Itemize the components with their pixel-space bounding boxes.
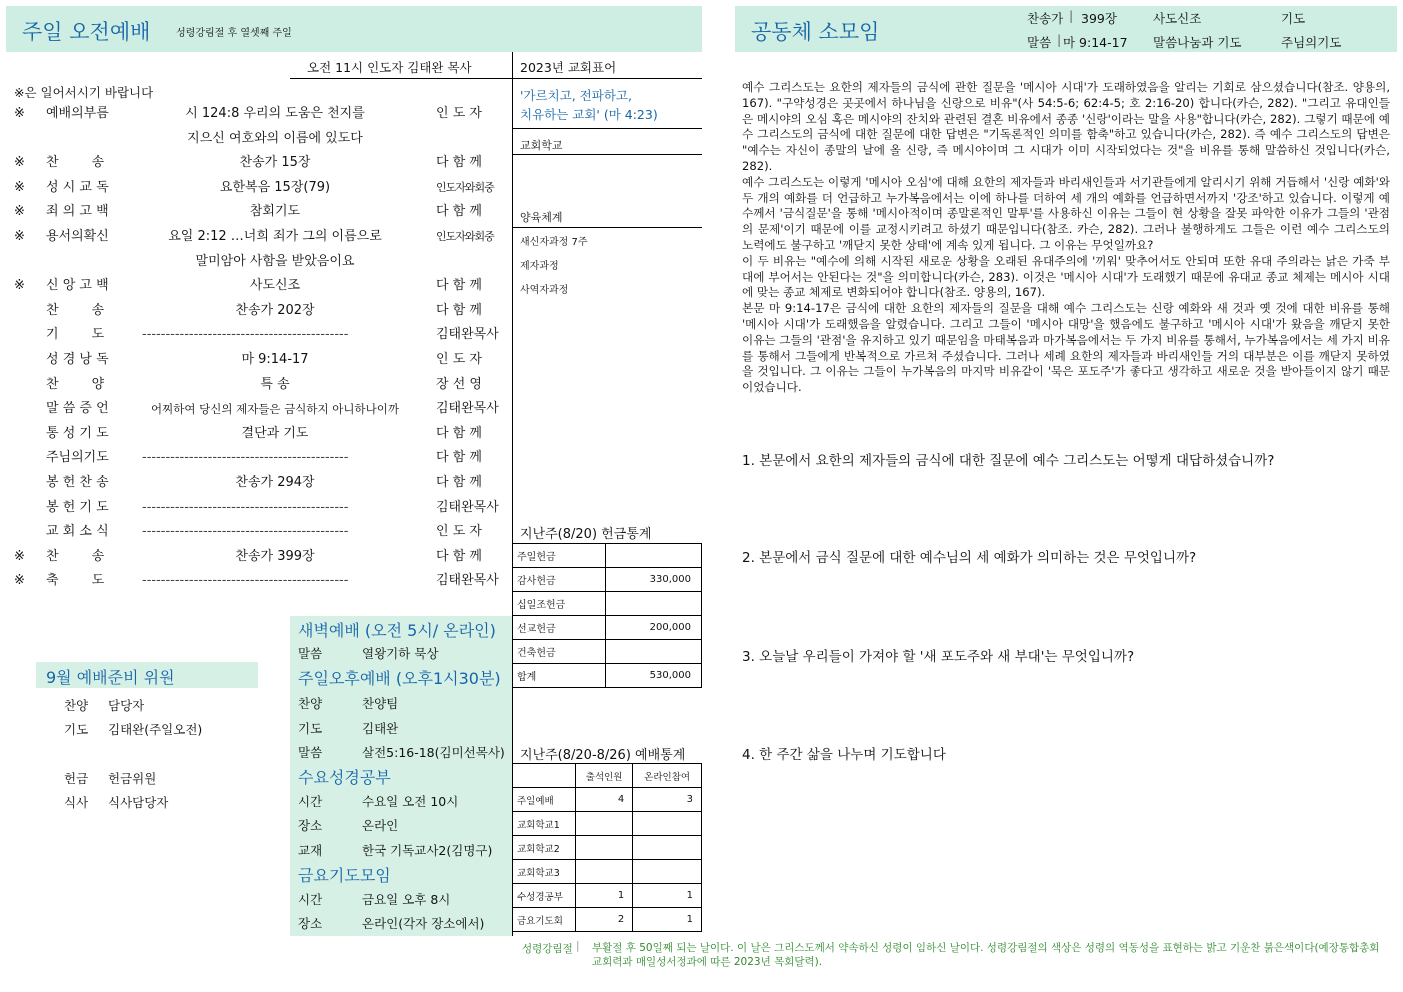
motto-line-2: 치유하는 교회' (마 4:23) — [520, 107, 658, 122]
prep-person: 담당자 — [108, 698, 145, 713]
attendance-value: 3 — [633, 788, 702, 812]
offering-amount — [606, 592, 702, 616]
order-item-name: 성 경 낭 독 — [46, 352, 109, 367]
order-item-name: 통 성 기 도 — [46, 425, 109, 441]
edu-item: 새신자과정 7주 — [520, 237, 588, 248]
hymn-label: 찬송가 — [1027, 11, 1064, 26]
order-item-name: 죄 의 고 백 — [46, 204, 109, 220]
sermon-paragraph: 본문 마 9:14-17은 금식에 대한 요한의 제자들의 질문을 대해 예수 그리스도는 신랑 예화와 새 것과 옛 것에 대한 비유를 통해 '메시아 시대'가 도래했음을 알렸습니다. 그리고 그들이 '메시아 대망'을 했음에도 불구하고 '메시아 시대'가 왔음을 깨닫지 못한 이유는 그들의 '관점'을 유지하고 있기 때문임을 마태복음과 마가복음에서는 두 가지 비유를 통해서, 누가복음에서는 세 가지 비유를 통해서 그들에게 반복적으로 가르쳐 주셨습니다. 그러나 세례 요한의 제자들과 바리새인들 거의 대부분은 이를 깨닫지 못하였을 것입니다. 그 이유는 그들이 누가복음의 마지막 비유같이 '묵은 포도주'가 좋다고 생각하고 새로운 것을 받아들이지 않기 때문이었습니다. — [742, 301, 1390, 395]
wed-label: 장소 — [298, 818, 323, 833]
order-item-leader: 다 함 께 — [436, 425, 482, 441]
order-row — [0, 422, 512, 446]
afternoon-label: 찬양 — [298, 696, 323, 711]
share: 말씀나눔과 기도 — [1153, 35, 1242, 50]
attendance-name: 교회학교1 — [513, 812, 576, 836]
order-item-leader: 장 선 영 — [436, 376, 482, 392]
order-item-name: 찬 송 — [46, 302, 105, 318]
word-divider: | — [1057, 32, 1062, 47]
order-item-content: -------------------------------------------- — [142, 450, 349, 466]
order-item-leader: 김태완목사 — [436, 327, 499, 343]
edu-item: 사역자과정 — [520, 285, 569, 296]
order-row — [0, 225, 512, 249]
edu-label: 양육체계 — [520, 211, 563, 224]
order-item-leader: 다 함 께 — [436, 302, 482, 318]
afternoon-label: 말씀 — [298, 745, 323, 760]
order-item-leader: 인도자와회중 — [436, 180, 494, 194]
question-4: 4. 한 주간 삶을 나누며 기도합니다 — [742, 747, 946, 763]
attendance-header: 온라인참여 — [633, 764, 702, 788]
afternoon-service-title: 주일오후예배 (오후1시30분) — [298, 669, 501, 688]
attendance-value: 1 — [633, 908, 702, 932]
motto-label: 2023년 교회표어 — [520, 60, 617, 75]
footer-label: 성령강림절 — [522, 943, 573, 955]
order-item-leader: 김태완목사 — [436, 401, 499, 417]
attendance-row — [513, 908, 702, 932]
afternoon-label: 기도 — [298, 721, 323, 736]
order-row — [0, 127, 512, 151]
order-item-name: 기 도 — [46, 327, 105, 343]
left-header — [6, 6, 702, 52]
standing-mark: ※ — [14, 229, 25, 244]
page-title: 주일 오전예배 — [22, 20, 151, 44]
order-item-name: 찬 양 — [46, 376, 105, 392]
sermon-paragraph: 이 두 비유는 "예수에 의해 시작된 새로운 상황을 오래된 유대주의에 '끼워' 맞추어서도 안되며 또한 유대 주의라는 낡은 가죽 부대에 부어서는 안된다는 것"을 의미합니다(카슨, 283). 이것은 '메시아 시대'가 도래했기 때문에 유대교 종교 체제는 메시아 시대에 맞는 종교 체제로 변화되어야 합니다(참조. 양용의, 167). — [742, 253, 1390, 300]
offering-amount — [606, 640, 702, 664]
offering-name: 건축헌금 — [513, 640, 606, 664]
order-item-content: -------------------------------------------- — [142, 327, 349, 343]
prep-person: 김태완(주일오전) — [108, 722, 203, 737]
attendance-header-row — [513, 764, 702, 788]
right-header — [735, 6, 1397, 52]
order-item-name: 봉 헌 찬 송 — [46, 475, 109, 490]
order-item-name: 찬 송 — [46, 548, 105, 564]
offering-amount: 200,000 — [606, 616, 702, 640]
dawn-word: 열왕기하 묵상 — [362, 646, 439, 661]
offering-table — [512, 543, 702, 688]
order-item-name: 찬 송 — [46, 155, 105, 171]
attendance-name: 교회학교3 — [513, 860, 576, 884]
order-row — [0, 496, 512, 520]
standing-mark: ※ — [14, 106, 25, 121]
prep-role: 헌금 — [64, 771, 89, 786]
order-item-content: 찬송가 202장 — [235, 302, 315, 318]
order-item-content: 찬송가 294장 — [235, 475, 315, 490]
prep-role: 찬양 — [64, 698, 89, 713]
order-item-content: 참회기도 — [249, 204, 301, 220]
order-item-name: 축 도 — [46, 573, 105, 589]
footer-divider: | — [576, 940, 580, 952]
question-1: 1. 본문에서 요한의 제자들의 금식에 대한 질문에 예수 그리스도는 어떻게 대답하셨습니까? — [742, 453, 1275, 469]
order-item-leader: 다 함 께 — [436, 278, 482, 294]
attendance-value — [576, 836, 633, 860]
word-passage: 마 9:14-17 — [1063, 35, 1128, 50]
wednesday-title: 수요성경공부 — [298, 768, 391, 787]
sermon-paragraph: 예수 그리스도는 요한의 제자들의 금식에 관한 질문을 '메시아 시대'가 도래하였음을 알리는 기회로 삼으셨습니다(참조. 양용의, 167). "구약성경은 곳곳에서 하나님을 신랑으로 비유"(사 54:5-6; 62:4-5; 호 2:16-20) 합니다(카슨, 282). "그리고 유대인들은 메시야의 오심 혹은 메시야의 잔치와 관련된 결혼 비유에서 종종 '신랑'이라는 말을 사용"합니다(카슨, 282). 그렇기 때문에 예수 그리스도의 금식에 대한 질문에 대한 답변은 "기독론적인 의미를 함축"하고 있습니다(카슨, 282). 즉 예수 그리스도의 답변은 "예수는 자신이 종말의 날에 올 신랑, 즉 메시야이며 그 시대가 이미 시작되었다는 것"을 비유를 통해 말씀하신 것입니다(카슨, 282). — [742, 80, 1390, 173]
order-item-leader: 인 도 자 — [436, 106, 482, 121]
order-row — [0, 373, 512, 397]
prep-title-bar — [36, 662, 258, 688]
attendance-header: 출석인원 — [576, 764, 633, 788]
order-item-content: 요일 2:12 …너희 죄가 그의 이름으로 — [168, 229, 382, 244]
order-item-content: 말미암아 사함을 받았음이요 — [195, 253, 355, 269]
order-row — [0, 250, 512, 274]
order-item-leader: 인도자와회중 — [436, 230, 494, 243]
attendance-name: 수성경공부 — [513, 884, 576, 908]
attendance-name: 주일예배 — [513, 788, 576, 812]
wed-label: 시간 — [298, 794, 323, 809]
right-title: 공동체 소모임 — [751, 20, 880, 44]
standing-mark: ※ — [14, 155, 25, 171]
attendance-value — [633, 860, 702, 884]
order-item-leader: 다 함 께 — [436, 475, 482, 490]
hymn-divider: | — [1069, 8, 1074, 23]
fri-label: 장소 — [298, 916, 323, 931]
sermon-paragraph: 예수 그리스도는 이렇게 '메시아 오심'에 대해 요한의 제자들과 바리새인들과 서기관들에게 알리시기 위해 거듭해서 '신랑 예화'와 두 개의 예화를 더 언급하고 누가복음에서는 이에 하나를 더하여 세 개의 예화를 언급하면서까지 '강조'하고 있습니다. 이렇게 예수께서 '금식질문'을 통해 '메시아적이며 종말론적인 말투'를 사용하신 이유는 그들이 현 상황을 잘못 파악한 이유가 그들의 '관점의 문제'이기 때문에 이를 교정시키려고 하셨기 때문입니다(참조. 카슨, 282). 그러나 불행하게도 그들은 이런 예수 그리스도의 노력에도 불구하고 '깨닫지 못한 상태'에 계속 있게 됩니다. 그 이유는 무엇일까요? — [742, 174, 1390, 252]
offering-name: 선교헌금 — [513, 616, 606, 640]
order-item-name: 말 씀 증 언 — [46, 401, 109, 417]
order-row — [0, 446, 512, 470]
offering-name: 감사헌금 — [513, 568, 606, 592]
order-item-name: 용서의확신 — [46, 229, 109, 244]
order-item-leader: 김태완목사 — [436, 499, 499, 515]
offering-amount: 330,000 — [606, 568, 702, 592]
attendance-value: 1 — [633, 884, 702, 908]
order-item-name: 교 회 소 식 — [46, 524, 109, 540]
attendance-row — [513, 884, 702, 908]
offering-amount: 530,000 — [606, 664, 702, 688]
standing-note: ※은 일어서시기 바랍니다 — [14, 85, 154, 100]
footer-text: 부활절 후 50일째 되는 날이다. 이 날은 그리스도께서 약속하신 성령이 임하신 날이다. 성령강림절의 색상은 성령의 역동성을 표현하는 밝고 기운찬 붉은색이다(예장통합총회 교회력과 매일성서정과에 따른 2023년 목회달력). — [592, 942, 1380, 968]
offering-amount — [606, 544, 702, 568]
order-item-leader: 다 함 께 — [436, 450, 482, 466]
order-row — [0, 151, 512, 175]
order-item-content: 사도신조 — [249, 278, 301, 294]
attendance-row — [513, 812, 702, 836]
order-item-leader: 인 도 자 — [436, 352, 482, 367]
standing-mark: ※ — [14, 573, 25, 589]
attendance-row — [513, 836, 702, 860]
order-item-content: 마 9:14-17 — [241, 352, 309, 367]
prep-person: 식사담당자 — [108, 795, 169, 810]
order-row — [0, 471, 512, 495]
order-row — [0, 569, 512, 593]
order-item-name: 신 앙 고 백 — [46, 278, 109, 294]
fri-value: 금요일 오후 8시 — [362, 892, 451, 907]
lords-prayer: 주님의기도 — [1281, 35, 1342, 50]
standing-mark: ※ — [14, 204, 25, 220]
order-item-leader: 다 함 께 — [436, 548, 482, 564]
afternoon-value: 찬양팀 — [362, 696, 399, 711]
service-leader: 오전 11시 인도자 김태완 목사 — [307, 60, 472, 75]
afternoon-value: 살전5:16-18(김미선목사) — [362, 745, 505, 760]
order-item-content: 어찌하여 당신의 제자들은 금식하지 아니하나이까 — [151, 402, 399, 417]
order-item-leader: 다 함 께 — [436, 204, 482, 220]
wed-label: 교재 — [298, 843, 323, 858]
order-row — [0, 520, 512, 544]
edu-item: 제자과정 — [520, 261, 559, 272]
prayer: 기도 — [1281, 11, 1306, 26]
order-item-content: -------------------------------------------- — [142, 524, 349, 540]
offering-row — [513, 664, 702, 688]
offering-row — [513, 640, 702, 664]
offering-row — [513, 544, 702, 568]
wed-value: 수요일 오전 10시 — [362, 794, 459, 809]
creed: 사도신조 — [1153, 11, 1202, 26]
order-item-leader: 인 도 자 — [436, 524, 482, 540]
order-item-leader: 김태완목사 — [436, 573, 499, 589]
offering-row — [513, 592, 702, 616]
order-item-content: -------------------------------------------- — [142, 573, 349, 589]
order-item-content: 찬송가 399장 — [235, 548, 315, 564]
attendance-name: 금요기도회 — [513, 908, 576, 932]
order-row — [0, 545, 512, 569]
order-row — [0, 348, 512, 372]
attendance-value: 1 — [576, 884, 633, 908]
page-subtitle: 성령강림절 후 열셋째 주일 — [176, 28, 292, 39]
school-divider — [513, 154, 702, 155]
motto-bottom-divider — [513, 128, 702, 129]
order-row — [0, 102, 512, 126]
offering-name: 합계 — [513, 664, 606, 688]
offering-row — [513, 568, 702, 592]
order-row — [0, 176, 512, 200]
attendance-header — [513, 764, 576, 788]
attendance-value — [576, 812, 633, 836]
attendance-table — [512, 763, 702, 932]
church-school: 교회학교 — [520, 139, 563, 152]
offering-row — [513, 616, 702, 640]
attendance-row — [513, 788, 702, 812]
order-item-content: 찬송가 15장 — [239, 155, 311, 171]
standing-mark: ※ — [14, 278, 25, 294]
sermon-body — [742, 80, 1390, 396]
question-2: 2. 본문에서 금식 질문에 대한 예수님의 세 예화가 의미하는 것은 무엇입니까? — [742, 550, 1197, 566]
dawn-word-label: 말씀 — [298, 646, 323, 661]
fri-label: 시간 — [298, 892, 323, 907]
standing-mark: ※ — [14, 179, 25, 195]
order-item-content: -------------------------------------------- — [142, 499, 349, 515]
order-row — [0, 397, 512, 421]
question-3: 3. 오늘날 우리들이 가져야 할 '새 포도주와 새 부대'는 무엇입니까? — [742, 649, 1135, 665]
hymn-number: 399장 — [1081, 11, 1117, 26]
prep-role: 기도 — [64, 722, 89, 737]
dawn-service-title: 새벽예배 (오전 5시/ 온라인) — [298, 621, 496, 640]
prep-person: 헌금위원 — [108, 771, 157, 786]
friday-title: 금요기도모임 — [298, 866, 391, 885]
afternoon-value: 김태완 — [362, 721, 399, 736]
fri-value: 온라인(각자 장소에서) — [362, 916, 485, 931]
wed-value: 한국 기독교사2(김명구) — [362, 843, 493, 858]
order-item-leader: 다 함 께 — [436, 155, 482, 171]
order-row — [0, 274, 512, 298]
order-row — [0, 323, 512, 347]
offering-name: 십일조헌금 — [513, 592, 606, 616]
offering-name: 주일헌금 — [513, 544, 606, 568]
order-item-content: 시 124:8 우리의 도움은 천지를 — [185, 106, 365, 121]
attendance-value: 4 — [576, 788, 633, 812]
intro-divider — [290, 78, 512, 79]
attendance-value — [576, 860, 633, 884]
wed-value: 온라인 — [362, 818, 399, 833]
order-item-content: 지으신 여호와의 이름에 있도다 — [187, 130, 363, 146]
attendance-value — [633, 836, 702, 860]
order-item-content: 요한복음 15장(79) — [219, 179, 331, 195]
edu-divider — [513, 227, 702, 228]
order-item-content: 결단과 기도 — [241, 425, 309, 441]
motto-divider — [513, 78, 702, 79]
prep-title: 9월 예배준비 위원 — [46, 668, 175, 687]
order-row — [0, 299, 512, 323]
standing-mark: ※ — [14, 548, 25, 564]
order-item-name: 예배의부름 — [46, 106, 109, 121]
order-item-content: 특 송 — [260, 376, 290, 392]
attendance-row — [513, 860, 702, 884]
offering-title: 지난주(8/20) 헌금통계 — [520, 527, 652, 542]
word-label: 말씀 — [1027, 35, 1052, 50]
attendance-title: 지난주(8/20-8/26) 예배통계 — [520, 748, 686, 763]
attendance-value — [633, 812, 702, 836]
prep-role: 식사 — [64, 795, 89, 810]
order-item-name: 성 시 교 독 — [46, 179, 109, 195]
order-row — [0, 200, 512, 224]
attendance-name: 교회학교2 — [513, 836, 576, 860]
motto-line-1: '가르치고, 전파하고, — [520, 88, 632, 103]
order-item-name: 봉 헌 기 도 — [46, 499, 109, 515]
order-item-name: 주님의기도 — [46, 450, 109, 466]
attendance-value: 2 — [576, 908, 633, 932]
